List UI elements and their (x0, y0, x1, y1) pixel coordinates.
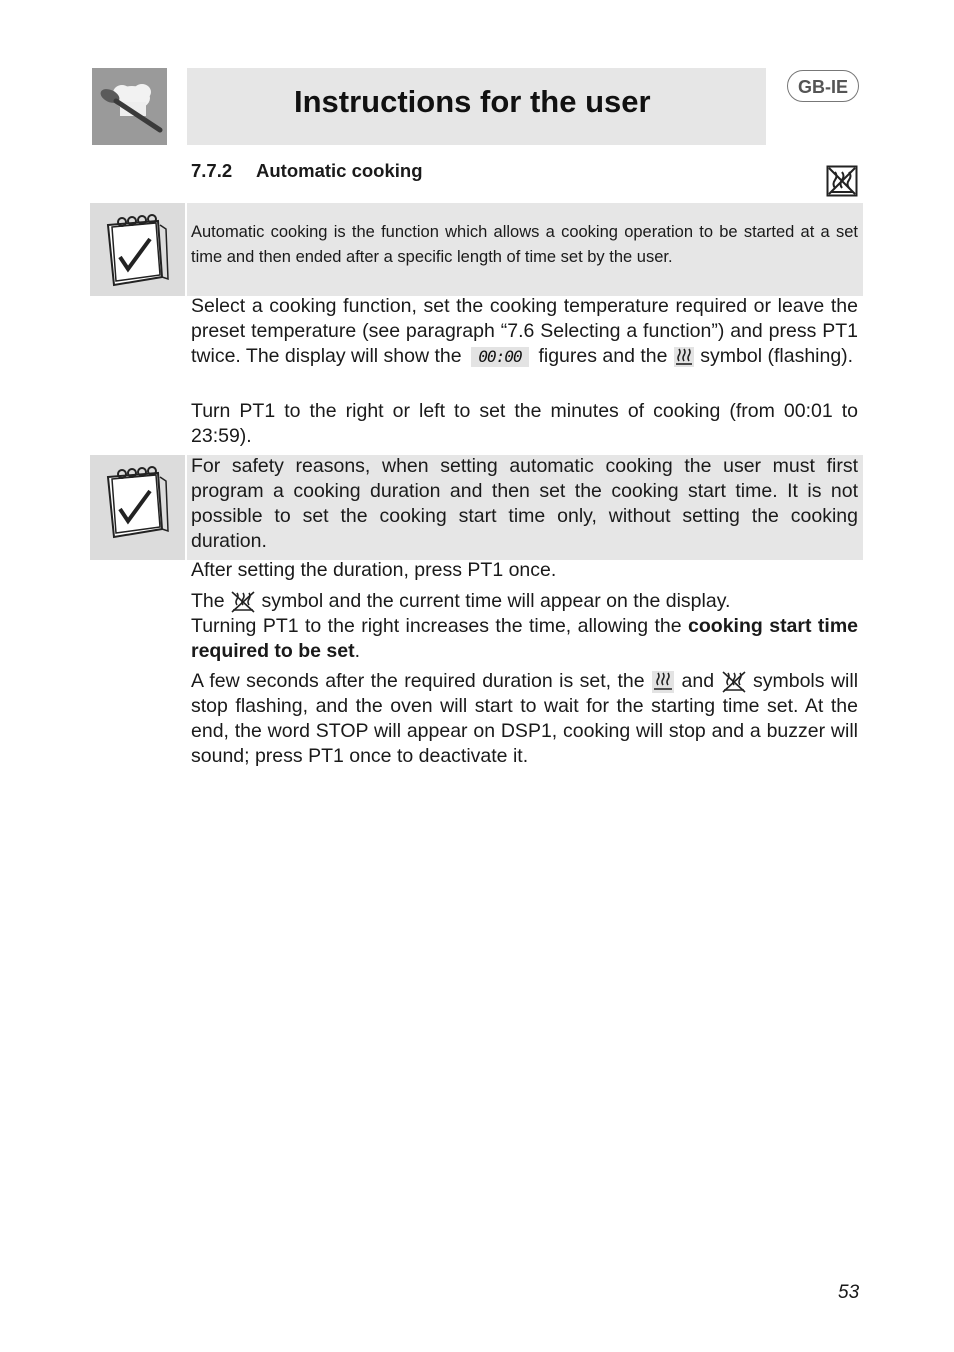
paragraph: Turning PT1 to the right increases the time, allowing the cooking start time required to be set. (191, 615, 858, 662)
paragraph: Turn PT1 to the right or left to set the minutes of cooking (from 00:01 to 23:59). (191, 400, 858, 447)
note-icon-panel (90, 455, 185, 560)
notepad-check-icon (90, 455, 185, 560)
note-icon-panel (90, 203, 185, 296)
paragraph: A few seconds after the required duration is set, the and symbols will stop flashing, and the oven will start to wait for the starting time set. At the end, the word STOP will appear on DSP1, cooking will stop and a buzzer will sound; press PT1 once to deactivate it. (191, 670, 859, 767)
end-cooking-icon (721, 670, 747, 694)
page-title: Instructions for the user (294, 84, 651, 119)
end-cooking-icon (826, 165, 858, 197)
paragraph: Select a cooking function, set the cooking temperature required or leave the preset temperature (see paragraph “7.6 Selecting a function”) and press PT1 twice. The display will show the 00:00 figures and the symbol (flashing). (191, 295, 858, 367)
paragraph: The symbol and the current time will appear on the display. (191, 590, 731, 612)
cooking-duration-icon (673, 346, 695, 368)
note-text: Automatic cooking is the function which allows a cooking operation to be started at a set time and then ended after a specific length of time set by the user. (191, 223, 858, 266)
language-badge: GB-IE (787, 70, 859, 102)
display-figures: 00:00 (471, 347, 529, 367)
section-number: 7.7.2 (191, 160, 233, 181)
chef-hat-spoon-icon (92, 68, 167, 145)
note-text: For safety reasons, when setting automatic cooking the user must first program a cooking duration and then set the cooking start time. It is not possible to set the cooking start time only, without setting the cooking duration. (191, 455, 858, 552)
paragraph: After setting the duration, press PT1 once. (191, 559, 557, 581)
page-number: 53 (838, 1282, 860, 1303)
end-cooking-icon (230, 590, 256, 614)
section-title: Automatic cooking (256, 160, 423, 181)
notepad-check-icon (90, 203, 185, 296)
cooking-duration-icon (651, 670, 675, 694)
